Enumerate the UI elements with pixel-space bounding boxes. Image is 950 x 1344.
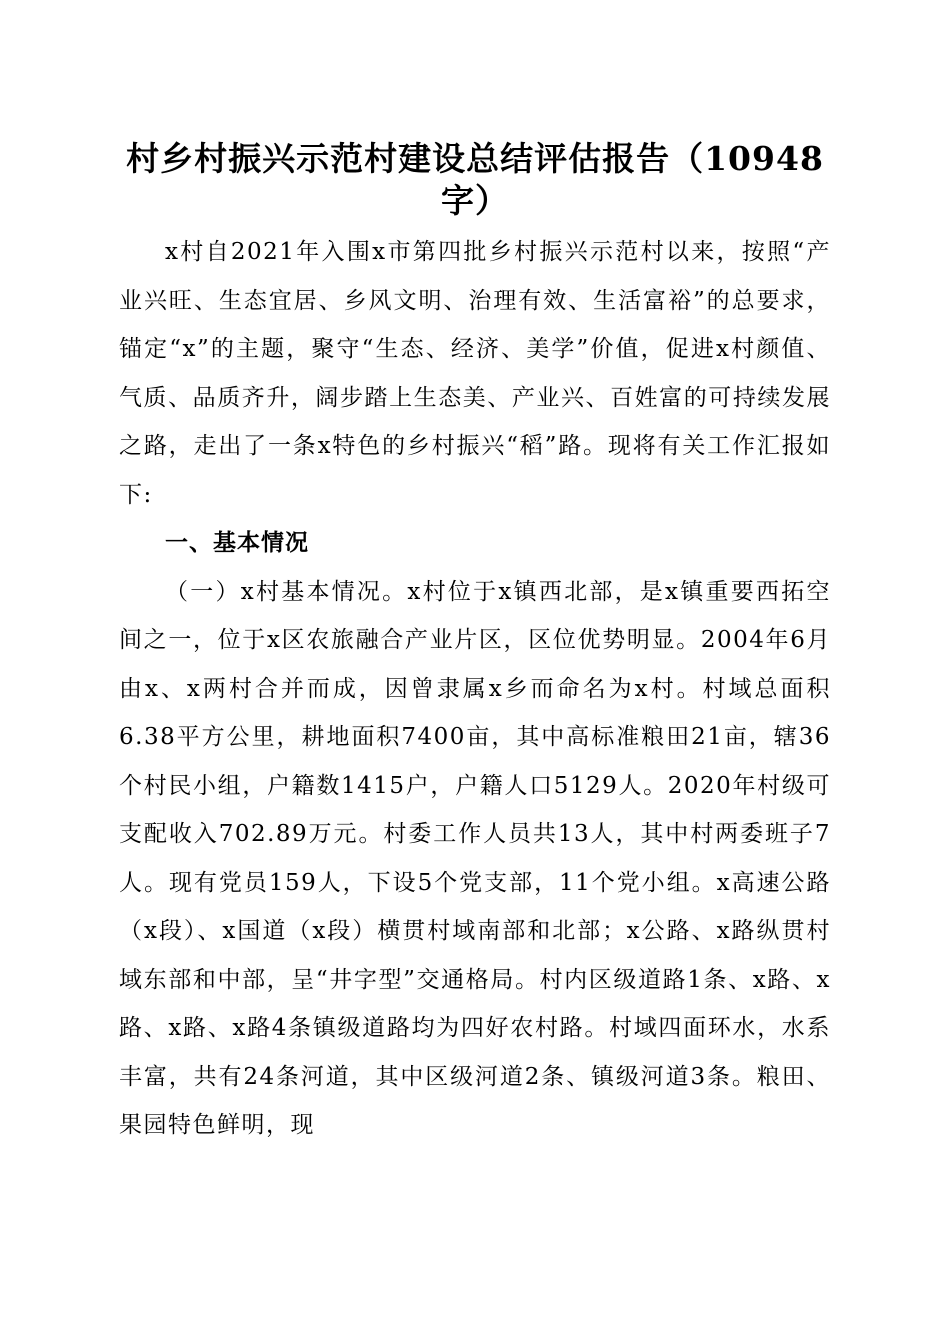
section-heading: 一、基本情况 <box>165 530 309 556</box>
document-title: 村乡村振兴示范村建设总结评估报告（10948字） <box>126 139 824 220</box>
intro-paragraph: x村自2021年入围x市第四批乡村振兴示范村以来，按照“产业兴旺、生态宜居、乡风文明、治理有效、生活富裕”的总要求，锚定“x”的主题，聚守“生态、经济、美学”价值，促进x村颜值、气质、品质齐升，阔步踏上生态美、产业兴、百姓富的可持续发展之路，走出了一条x特色的乡村振兴“稻”路。现将有关工作汇报如下: <box>119 239 831 508</box>
document-page <box>119 138 831 1150</box>
section-paragraph: （一）x村基本情况。x村位于x镇西北部，是x镇重要西拓空间之一，位于x区农旅融合产业片区，区位优势明显。2004年6月由x、x两村合并而成，因曾隶属x乡而命名为x村。村域总面积6.38平方公里，耕地面积7400亩，其中高标准粮田21亩，辖36个村民小组，户籍数1415户，户籍人口5129人。2020年村级可支配收入702.89万元。村委工作人员共13人，其中村两委班子7人。现有党员159人，下设5个党支部，11个党小组。x高速公路（x段）、x国道（x段）横贯村域南部和北部；x公路、x路纵贯村域东部和中部，呈“井字型”交通格局。村内区级道路1条、x路、x路、x路、x路4条镇级道路均为四好农村路。村域四面环水，水系丰富，共有24条河道，其中区级河道2条、镇级河道3条。粮田、果园特色鲜明，现 <box>119 578 831 1138</box>
